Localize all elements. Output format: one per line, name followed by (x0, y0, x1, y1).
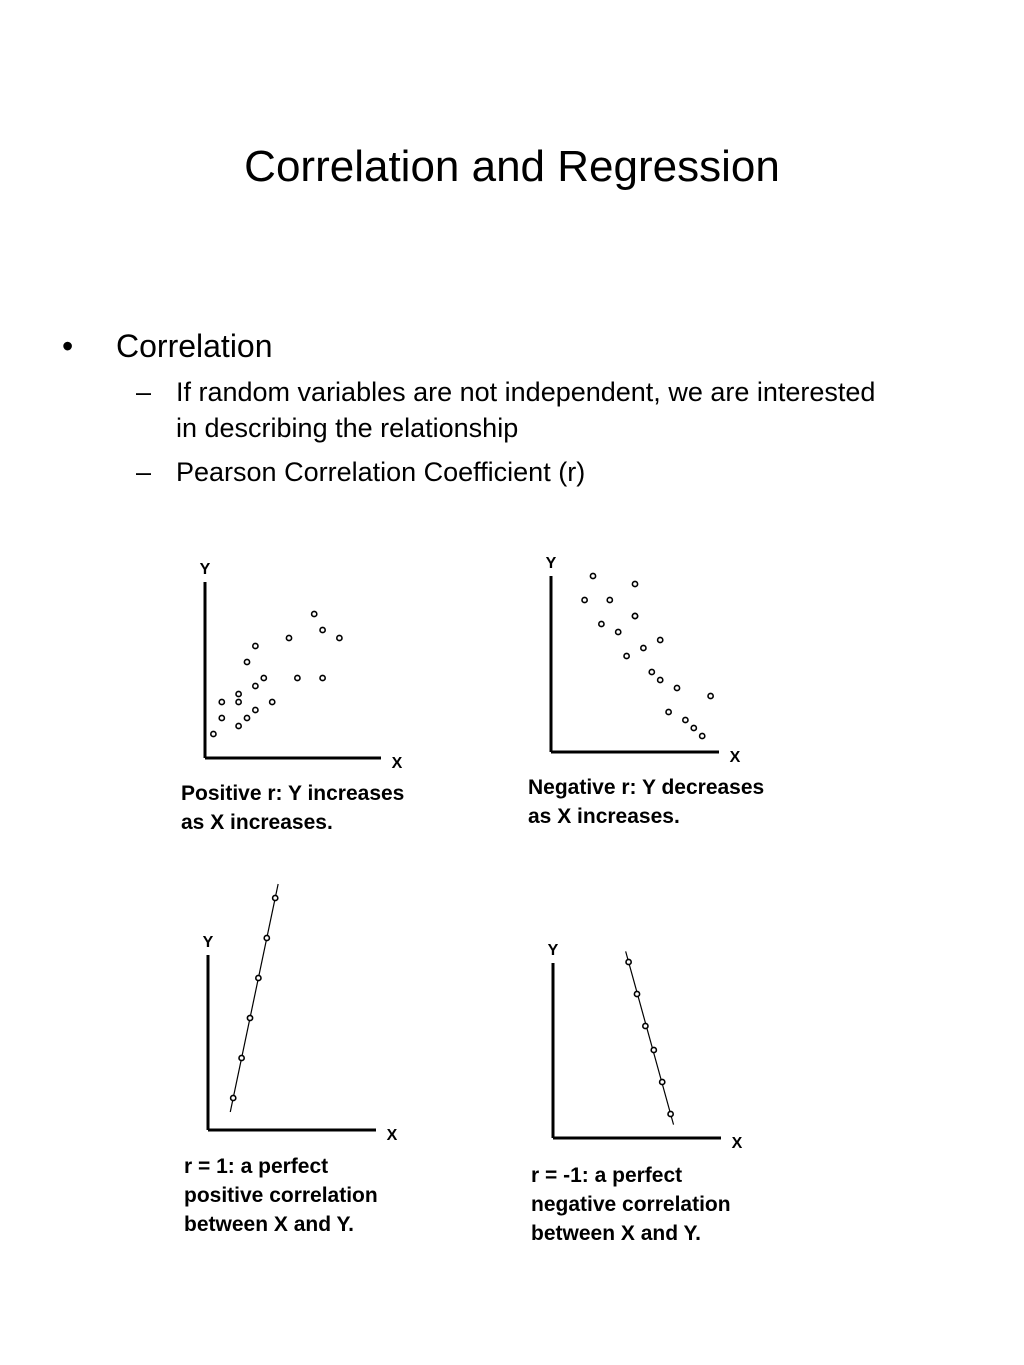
fit-line-perfect-positive (230, 884, 278, 1112)
data-point-perfect-positive (256, 975, 261, 980)
data-point-negative (582, 597, 587, 602)
data-point-positive (236, 691, 241, 696)
bullet-text: Correlation (116, 328, 273, 364)
data-point-perfect-negative (660, 1079, 665, 1084)
y-axis-label-perfect-negative: Y (547, 942, 559, 959)
data-point-negative (658, 637, 663, 642)
data-point-perfect-positive (247, 1015, 252, 1020)
data-point-perfect-negative (634, 991, 639, 996)
data-point-positive (236, 699, 241, 704)
x-axis-label-perfect-positive: X (386, 1127, 398, 1144)
data-point-negative (674, 685, 679, 690)
data-point-positive (295, 675, 300, 680)
data-point-positive (337, 635, 342, 640)
data-point-negative (658, 677, 663, 682)
fit-line-perfect-negative (626, 951, 674, 1124)
page-title: Correlation and Regression (244, 142, 780, 191)
data-point-negative (624, 653, 629, 658)
data-point-positive (219, 715, 224, 720)
data-point-positive (244, 659, 249, 664)
sub-bullet-text: If random variables are not independent, we are interested in describing the relationship (176, 377, 876, 443)
data-point-perfect-negative (626, 959, 631, 964)
data-point-negative (666, 709, 671, 714)
data-point-negative (683, 717, 688, 722)
caption-perfect-negative: r = -1: a perfect negative correlation between X and Y. (531, 1164, 731, 1245)
data-point-perfect-negative (651, 1047, 656, 1052)
data-point-negative (632, 581, 637, 586)
data-point-negative (590, 573, 595, 578)
caption-positive-r: Positive r: Y increases as X increases. (181, 782, 405, 834)
data-point-negative (691, 725, 696, 730)
data-point-negative (607, 597, 612, 602)
data-point-positive (253, 707, 258, 712)
data-point-positive (320, 675, 325, 680)
caption-perfect-positive: r = 1: a perfect positive correlation between X and Y. (184, 1155, 378, 1236)
data-point-perfect-positive (231, 1095, 236, 1100)
x-axis-label-positive: X (391, 755, 403, 772)
data-point-negative (641, 645, 646, 650)
y-axis-label-positive: Y (199, 561, 211, 578)
y-axis-label-perfect-positive: Y (202, 934, 214, 951)
data-point-positive (312, 611, 317, 616)
data-point-positive (244, 715, 249, 720)
data-point-positive (253, 683, 258, 688)
caption-negative-r: Negative r: Y decreases as X increases. (528, 776, 765, 828)
sub-bullet-marker: – (136, 377, 152, 407)
data-point-positive (253, 643, 258, 648)
data-point-positive (211, 731, 216, 736)
data-point-perfect-negative (668, 1111, 673, 1116)
x-axis-label-negative: X (729, 749, 741, 766)
data-point-perfect-positive (264, 935, 269, 940)
data-point-negative (599, 621, 604, 626)
data-point-positive (270, 699, 275, 704)
data-point-negative (708, 693, 713, 698)
data-point-positive (219, 699, 224, 704)
data-point-perfect-negative (643, 1023, 648, 1028)
data-point-positive (286, 635, 291, 640)
data-point-perfect-positive (273, 895, 278, 900)
bullet-marker: • (62, 328, 74, 364)
x-axis-label-perfect-negative: X (731, 1135, 743, 1152)
data-point-negative (616, 629, 621, 634)
data-point-negative (632, 613, 637, 618)
sub-bullet-marker: – (136, 457, 152, 487)
sub-bullet-text: Pearson Correlation Coefficient (r) (176, 457, 586, 487)
data-point-negative (649, 669, 654, 674)
data-point-positive (236, 723, 241, 728)
data-point-negative (700, 733, 705, 738)
y-axis-label-negative: Y (545, 555, 557, 572)
data-point-positive (261, 675, 266, 680)
data-point-perfect-positive (239, 1055, 244, 1060)
data-point-positive (320, 627, 325, 632)
